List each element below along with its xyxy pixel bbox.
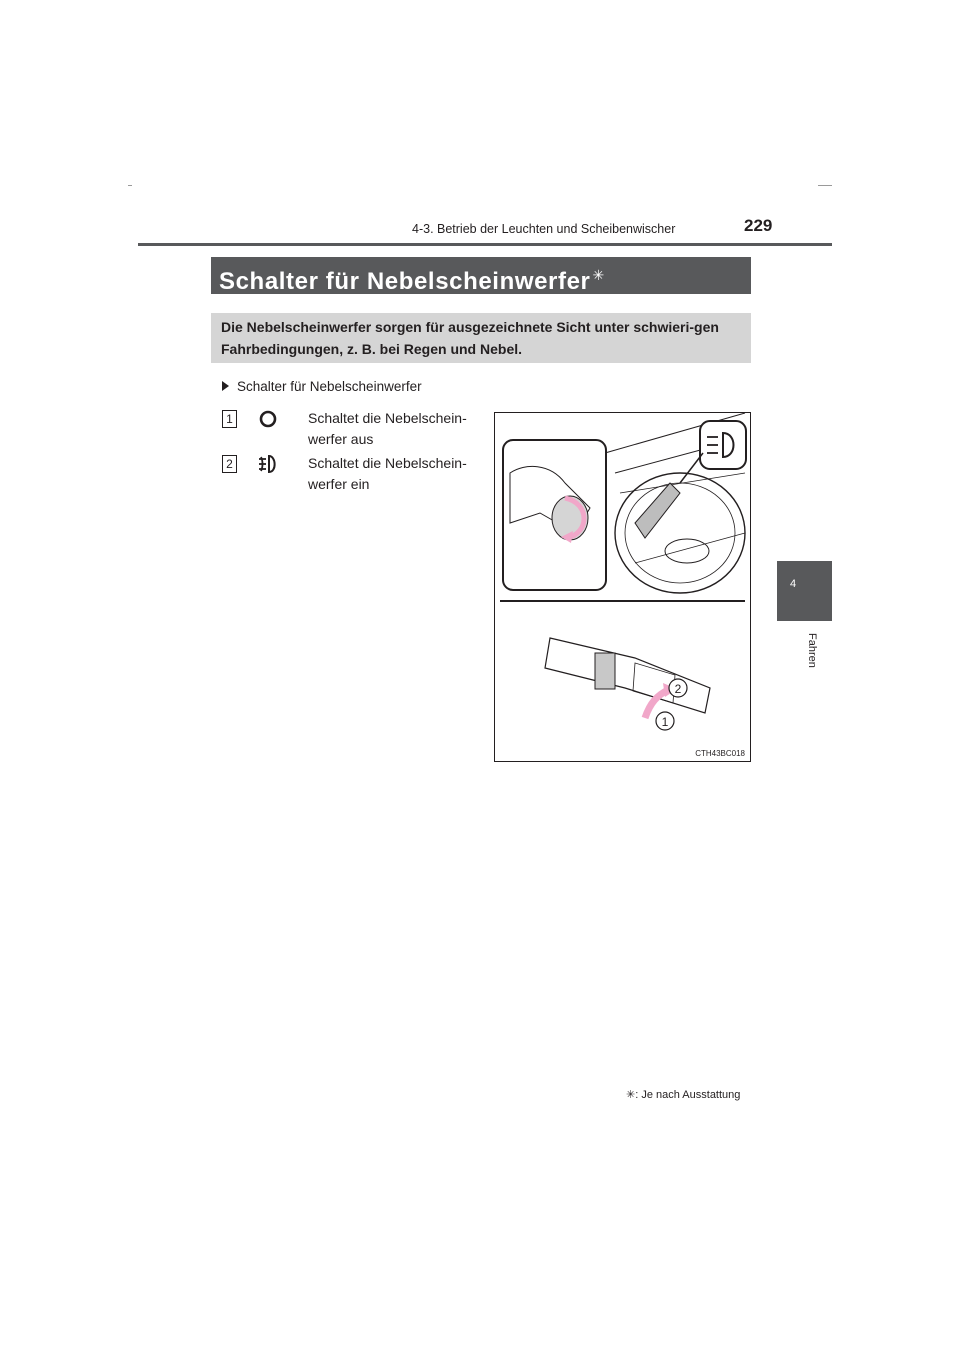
item-text: Schaltet die Nebelschein-werfer ein	[308, 455, 467, 492]
subsection-label: Schalter für Nebelscheinwerfer	[237, 379, 422, 394]
figure-callout-2: 2	[674, 682, 682, 696]
triangle-bullet-icon	[222, 381, 229, 391]
figure-callout-1: 1	[661, 715, 669, 729]
fog-light-icon	[256, 453, 280, 475]
illustration-drawing	[495, 413, 750, 761]
footnote	[626, 1088, 740, 1101]
illustration-fog-light-switch	[494, 412, 751, 762]
figure-code: CTH43BC018	[695, 749, 745, 758]
crop-mark-left	[128, 185, 132, 186]
chapter-number: 4	[790, 578, 797, 590]
item-text: Schaltet die Nebelschein-werfer aus	[308, 410, 467, 447]
chapter-label: Fahren	[806, 633, 818, 668]
item-number: 1	[222, 410, 237, 428]
subsection-heading	[222, 379, 422, 394]
footnote-asterisk: ✳	[626, 1089, 636, 1101]
section-title: Schalter für Nebelscheinwerfer	[219, 268, 591, 295]
item-number: 2	[222, 455, 237, 473]
page-number: 229	[744, 216, 773, 235]
header-rule	[138, 243, 832, 246]
crop-mark-right	[818, 185, 832, 186]
footnote-text: : Je nach Ausstattung	[635, 1089, 741, 1101]
title-asterisk: ✳	[592, 267, 605, 283]
fog-light-off-icon	[256, 408, 280, 430]
section-title-bar	[211, 257, 751, 294]
intro-box: Die Nebelscheinwerfer sorgen für ausgezeichnete Sicht unter schwieri-gen Fahrbedingungen, z. B. bei Regen und Nebel.	[211, 313, 751, 363]
header-section-title: 4-3. Betrieb der Leuchten und Scheibenwischer	[412, 222, 676, 236]
chapter-tab	[777, 561, 832, 621]
